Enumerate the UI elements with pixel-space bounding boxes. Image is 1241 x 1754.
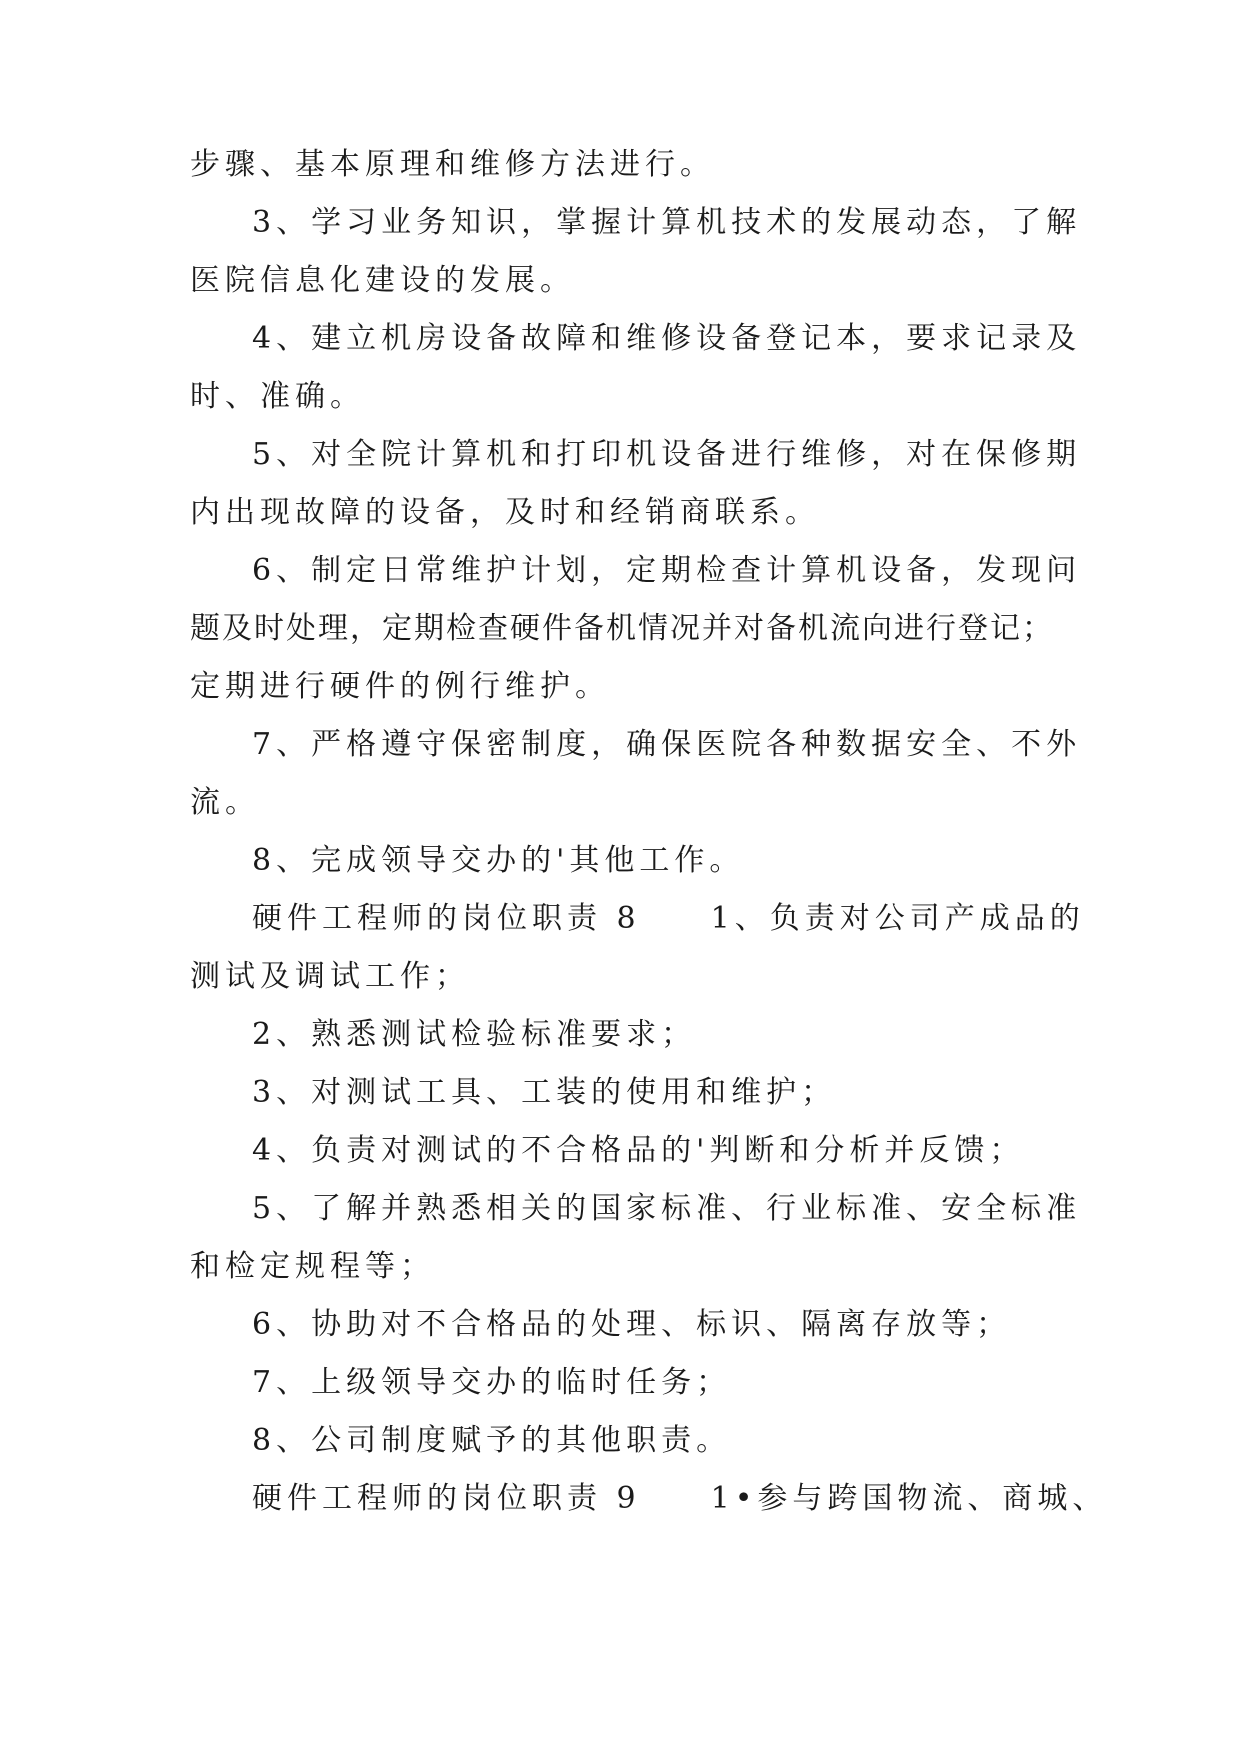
text-line: 定期进行硬件的例行维护。 [190,669,610,704]
text-line: 8、完成领导交办的'其他工作。 [252,843,745,878]
text-line: 医院信息化建设的发展。 [190,263,575,298]
text-line: 5、了解并熟悉相关的国家标准、行业标准、安全标准 [252,1191,1082,1226]
text-line: 6、协助对不合格品的处理、标识、隔离存放等； [252,1307,1012,1342]
text-line: 步骤、基本原理和维修方法进行。 [190,147,715,182]
text-line: 4、建立机房设备故障和维修设备登记本，要求记录及 [252,321,1082,356]
text-line: 2、熟悉测试检验标准要求； [252,1017,697,1052]
section-heading-line: 硬件工程师的岗位职责 9 1•参与跨国物流、商城、 [252,1481,1108,1516]
text-line: 8、公司制度赋予的其他职责。 [252,1423,732,1458]
text-line: 测试及调试工作； [190,959,470,994]
text-line: 7、严格遵守保密制度，确保医院各种数据安全、不外 [252,727,1082,762]
text-line: 题及时处理，定期检查硬件备机情况并对备机流向进行登记； [190,611,1054,646]
text-line: 和检定规程等； [190,1249,435,1284]
text-line: 7、上级领导交办的临时任务； [252,1365,732,1400]
text-line: 流。 [190,785,260,820]
text-line: 内出现故障的设备，及时和经销商联系。 [190,495,820,530]
text-line: 5、对全院计算机和打印机设备进行维修，对在保修期 [252,437,1082,472]
text-line: 3、对测试工具、工装的使用和维护； [252,1075,837,1110]
section-heading-line: 硬件工程师的岗位职责 8 1、负责对公司产成品的 [252,901,1085,936]
text-line: 时、准确。 [190,379,365,414]
text-line: 4、负责对测试的不合格品的'判断和分析并反馈； [252,1133,1025,1168]
text-line: 3、学习业务知识，掌握计算机技术的发展动态，了解 [252,205,1082,240]
text-line: 6、制定日常维护计划，定期检查计算机设备，发现问 [252,553,1082,588]
